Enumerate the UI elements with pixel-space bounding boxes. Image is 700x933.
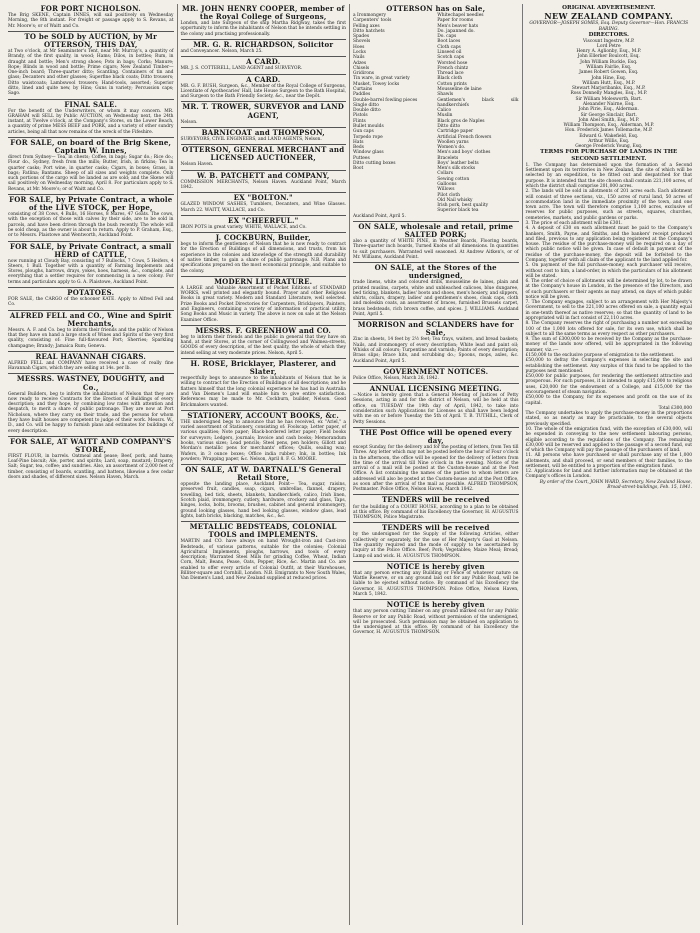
advertisement-heading: BARNICOAT and THOMPSON, <box>201 127 325 137</box>
terms-heading: TERMS FOR PURCHASE OF LANDS IN THE SECOND SETTLEMENT. <box>540 149 678 163</box>
terms-continued: The Company undertakes to apply the purchase-money in the proportions stated, so as nearly as may be practicable, to the several objects previously specified. 10. The whole of the emigration fund, with the exception of £30,000, will be expended in conveying to the new settlement labouring persons, eligible according to the regulations of the Company. The remaining £30,000 will be reserved and applied to the passage of a second fund, out of which the Company will pay the passage of the purchasers of land. 11. All persons who have purchased or shall purchase any of the 1,000 allotments, and shall proceed, or send members of their families, to the settlement, will be entitled to a proportion of the emigration fund. 12. Applications for land and further information may be obtained at the Company's offices in London. <box>525 411 692 480</box>
advertisement-body: COMMISSION MERCHANTS, Nelson Haven. Auckland Point, March 1842. <box>180 179 346 190</box>
advertisement-heading: MR. JOHN HENRY COOPER, member of the Royal College of Surgeons, <box>181 4 345 22</box>
advertisement-body: A LARGE and Valuable Assortment of Pocket Editions of STANDARD WORKS, well printed and elegantly bound. Prayer and other Religious Books in great variety. Modern and Standard Literature, well selected. Prize Books and Pocket Directories for Carpenters, Bricklayers, Painters, and Engineers, containing a variety of information of practical utility. Song Books and Music in variety. The above is now on sale at the Nelson Examiner Office. <box>180 285 346 323</box>
advertisement-heading: MR. T. TROWER, SURVEYOR and LAND AGENT, <box>182 102 345 120</box>
advertisement-body: SURVEYORS, CIVIL ENGINEERS, and LAND AGENTS, Nelson. <box>180 136 322 142</box>
advertisement-heading: ALFRED FELL and CO., Wine and Spirit Merchants, <box>9 310 172 328</box>
advertisement <box>181 145 347 170</box>
advertisement-body: respectfully begs to announce to the inhabitants of Nelson that he is willing to contract for the Erection of Buildings of all descriptions; and he flatters himself that the long colonial experience he has had in Australia and Van Diemen's Land will enable him to give entire satisfaction. References may be made to Mr. Cockburn, builder, Nelson. Good Brickmakers wanted. <box>180 376 346 408</box>
advertisement <box>8 437 174 483</box>
advertisement-body: IRON POTS in great variety. WHITE, WALLACE, and Co. <box>180 224 307 230</box>
advertisement-body: For the benefit of the Underwriters, or whom it may concern. MR. GRAHAM will SELL by Public AUCTION, on Wednesday next, the 24th instant, at Twelve o'clock, at the Company's Stores, on the Lower Beach, a quantity of prime MESS BEEF and PORK, and a variety of other sundry articles, being all that now remains of the wreck of the Fifeshire. <box>8 108 174 135</box>
appropriation-list: £150,000 to the exclusive purpose of emigration to the settlement. £50,000 to defray the Company's expenses in selecting the site and establishing the settlement. Any surplus of this fund to be applied to the purposes next mentioned. £50,000 for public purposes, for rendering the settlement attractive and prosperous. For such purposes, it is intended to apply £15,000 to religious uses, £20,000 for the endowment of a College, and £15,000 for the encouragement of steam navigation. £50,000 to the Company, for its expenses and profit on the use of its capital. <box>525 353 692 406</box>
terms-text: 1. The Company has determined upon the formation of a Second Settlement upon its territories in New Zealand, the site of which will be selected by an expedition, to be fitted out and despatched for that purpose. It is intended that the site chosen shall contain 221,100 acres, of which the district shall comprise 201,000 acres. 2. The lands will be sold in allotments of 201 acres each. Each allotment will consist of three sections, viz., 150 acres of rural land, 50 acres of accommodation land in the immediate proximity of the town, and one town acre. The town will therefore comprise 1,100 acres, exclusive of reserves for public purposes, such as streets, squares, churches, cemeteries, markets, and public gardens or parks. 3. The price of each allotment will be £301. 4. A deposit of £30 on each allotment must be paid to the Company's bankers, Smith, Payne, and Smiths, and the bankers' receipt produced and filed, previous to any application being registered at the Company's house. The residue of the purchase-money will be required on a day of which public notice will be given. In case of default in payment of the residue of the purchase-money, the deposit will be forfeited to the Company, together with all claim of the applicant to the land applied for. 5. On payment of the full purchase-money, each purchaser will receive, without cost to him, a land-order, in which the particulars of his allotment will be stated. 6. The order of choice of allotments will be determined by lot, to be drawn at the Company's house in London, in the presence of the Directors, and of such purchasers or their agents as may attend, on days of which public notice will be given. 7. The Company engages, subject to an arrangement with Her Majesty's Government, to sell to the 221,100 acres offered on sale, a quantity equal in one-tenth thereof as native reserves; so that the quantity of land to be appropriated will in fact consist of 22,110 acres. 8. The Company reserves the right of purchasing a number not exceeding 100 of the 1,000 lots offered for sale, for its own use, which shall be subject to all the same terms as every respect as other purchasers. 9. The sum of £300,000 to be received by the Company as the purchase-money of the lands now offered, will be appropriated in the following manner, viz.:— <box>525 162 692 353</box>
advertisement-body: except Sunday, for the delivery and for the posting of letters, from Ten till Three. Any letter which may not be posted before the hour of Four o'clock in the afternoon, the office will be opened for the delivery of letters from the time of the arrival till Nine o'clock in the evening. Notice of the arrival of a mail will be posted at the Custom-house and at the Post Office. A list containing the names of the parties to whom letters are addressed will also be posted at the Custom-house and at the Post Office, as soon after the arrival of the mail as possible. ALFRED THOMPSON, Postmaster. Police Office, Nelson Haven, March 1842. <box>353 444 519 493</box>
advertisement-heading: ANNUAL LICENSING MEETING. <box>369 384 502 394</box>
column-4 <box>523 4 696 925</box>
advertisement-heading: MODERN LITERATURE. <box>214 276 313 286</box>
advertisement <box>181 40 347 57</box>
advertisement-body: Police Office, Nelson, March 26, 1842. <box>353 375 439 381</box>
advertisement-heading: REAL HAVANNAH CIGARS. <box>35 351 147 361</box>
advertisement <box>181 411 347 465</box>
advertisement <box>181 216 347 233</box>
directors-list: Viscount Ingestre, M.P. Lord Petre Henry A. Aglionby, Esq., M.P. John Ellerker Boulcott, Esq. John William Buckle, Esq. William Fairlie, Esq. James Robert Gowen, Esq. John Hine, Esq. William Hutt, Esq., M.P. Stewart Marjoribanks, Esq., M.P. Ross Donnelly Mangles, Esq., M.P. Sir William Molesworth, Bart. Alexander Nairne, Esq. John Pirie, Esq., Alderman. Sir George Sinclair, Bart. John Abel Smith, Esq., M.P. William Thompson, Esq., Alderman, M.P. Hon. Frederick James Tollemache, M.P. Edward G. Wakefield, Esq. Arthur Willis, Esq. George Frederick Young, Esq. <box>563 38 654 150</box>
advertisement <box>353 367 519 384</box>
advertisement-heading: FINAL SALE. <box>64 99 118 109</box>
advertisement-heading: FOR SALE, on board of the Brig Skene, Captain W. Innes, <box>10 137 172 156</box>
signature-line: By order of the Court, JOHN WARD, Secretary. New Zealand House, Broad-street-buildings, Feb. 15, 1841. <box>539 479 692 491</box>
advertisement-heading: H. ROSE, Bricklayer, Plasterer, and Slater, <box>190 359 337 377</box>
advertisement <box>8 4 174 32</box>
advertisement-body: The Brig SKENE, Captain INNES, will sail positively on Wednesday Morning, the 8th instant. For freight or passage apply to S. Revans, at Mr. Moore's; or of Waitt and Co. <box>8 13 174 29</box>
advertisement-body: Auckland Point, April 5. <box>353 213 406 219</box>
advertisement-heading: A CARD. <box>246 57 281 67</box>
advertisement-body: MR. G. F. BUSH, Surgeon, &c., Member of the Royal College of Surgeons, Licentiate of Apothecaries' Hall, late House Surgeon to the Bath Hospital, and Surgeon to the Bath Friendly Society, &c., near the Depôt. <box>180 83 346 100</box>
advertisement <box>8 32 174 100</box>
nz-company-governors: GOVERNOR—JOSEPH SOMES, Esq. Deputy Governor—Hon. FRANCIS BARING. <box>529 21 689 32</box>
advertisement <box>181 233 347 277</box>
advertisement-body: THE undersigned begs to announce that he has received, ex "Ariel," a varied assortment of Stationery, consisting of: Foolscap; Letter paper, of various qualities; Note paper; Black-bordered letter paper; Field books for surveyors; Ledgers, journals; Invoice and cash books; Memorandum books, various sizes; Lead pencils; Steel pens, pen holders; Gillott and Mordan's metallic pens for merchants' offices; Quills, sealing wax; Wafers, in 3 ounce boxes; Office india rubber; Ink, in bottles; Ink powders; Wrapping paper, &c. Nelson, April 8. F. G. MOORE. <box>180 419 346 462</box>
advertisement-body: London, and late Surgeon of the ship Martha Ridgway, takes the first opportunity to inform the inhabitants of Nelson that he intends settling in the colony and practising professionally. <box>180 21 346 37</box>
advertisement-heading: OTTERSON, GENERAL MERCHANT and LICENSED AUCTIONEER, <box>182 145 345 163</box>
advertisement-heading: EX "BOLTON." <box>233 193 293 203</box>
column-2 <box>178 4 351 925</box>
advertisement-heading: A CARD. <box>246 74 281 84</box>
advertisement-body: Nelson Haven. <box>180 162 214 168</box>
advertisement-heading: TENDERS will be received <box>381 523 490 533</box>
advertisement-heading: MESSRS. F. GREENHOW and CO. <box>195 325 332 335</box>
advertisement-heading: ON SALE, AT W. DARTNALL'S General Retail Store, <box>185 465 342 483</box>
advertisement-body: Zinc in sheets, 14 feet by 2½ feet; Tea trays, waiters, and bread baskets; Nails, and ironmongery of every description; White lead and paint oil; Whisks of all colours; Turpentine and varnish; Paints of every description; Brass slips; Brace hits, and scrubbing do.; Spoons, mops, axles, &c. Auckland Point, April 5. <box>353 337 519 364</box>
advertisement <box>181 277 347 326</box>
advertisement-body: General Builders, beg to inform the inhabitants of Nelson that they are now ready to receive Contracts for the Erection of Buildings of every description; and they hope, by combining low rates with attention and despatch, to merit a share of public patronage. They are now at Port Nicholson, where they carry on their trade, and the persons for whom they have built houses are competent to judge of their work. Messrs. W., D., and Co. will be happy to furnish plans and estimates for buildings of every description. <box>8 391 174 434</box>
advertisement <box>181 326 347 359</box>
advertisement-heading: MR. G. R. RICHARDSON, Solicitor <box>193 39 334 49</box>
advertisement <box>8 195 174 242</box>
advertisement-heading: MESSRS. WASTNEY, DOUGHTY, and Co., <box>16 374 165 392</box>
advertisement-heading: ON SALE, wholesale and retail, prime SALTED PORK; <box>358 222 514 240</box>
advertisement-body: also a quantity of WHITE PINE, in Weather Boards, Flooring boards, Three-quarter inch boards, Turned Knobs of all dimensions. In quantities to suit purchasers. Warranted well seasoned. At Andrew Aitken's, or of Mr. Williams, Auckland Point. <box>353 239 519 260</box>
advertisement <box>181 102 347 127</box>
advertisement-heading: THE Post Office will be opened every day, <box>359 427 512 445</box>
advertisement-heading: FOR SALE, AT WAITT AND COMPANY'S STORE, <box>10 436 172 454</box>
advertisement-body: direct from Sydney— Tea, in chests; Coffee, in bags; Sugar do.; Rice do.; Flour do., Sydney, fresh from the mills; Butter, Irish, in firkins; Tea in quarter casks; Port wine, in quarter casks; Cigars, in boxes; Grass, in bags; Fatlina; Bantams. Sheep of all sizes and weights complete. Only such portions of the cargo will be landed as are sold; and the Skene will sail positively on Wednesday morning, April 8. For particulars apply to S. Revans, at Mr. Moore's; or of Waitt and Co. <box>8 155 174 192</box>
advertisement <box>8 311 174 352</box>
item-list-column: Whitechapel needles Paper for rooms Men's beaver hats Do. japanned do. Do. caps Boot laces Cloth caps Linseed oil Scotch caps Worsted hose French chintz Thread lace Black cloth Cotton prints Mousseline de laine Shawls Gentlemen's black silk handkerchiefs Calico Muslin Black gros de Naples Ditto ditto Cartridge paper Artificial French flowers Woollen yarns Women's do. Men's and boys' clothes Bracelets Boys' leather belts Men's silk stocks Collars Sewing cotton Galloons Willows Pilot cloth Old Nail whisky Irish pork, best quality Superior black tea <box>437 13 519 214</box>
advertisement <box>353 222 519 263</box>
newspaper-page <box>5 4 695 925</box>
advertisement <box>181 193 347 216</box>
advertisement <box>181 522 347 583</box>
item-list-column: a Ironmongery Carpenters' tools Felling axes Ditto hatchets Spades Shovels Hoes Locks Nails Adzes Chisels Gridirons Tin ware, in great variety Musket, Towey locks Curtains Paddles Double-barrel fowling pieces Single ditto Double ditto Pistols Flints Bullet moulds Gun caps Torpedo rope Hats Beds Window glass Puttees Ditto cutting boxes Boot <box>353 13 418 172</box>
advertisement-body: begs to inform the gentlemen of Nelson that he is now ready to contract for the Erection of Buildings of all dimensions, and trusts, from his experience in the colonies and knowledge of the strength and durability of native timber, to gain a share of public patronage. N.B. Plans and specifications prepared on the most economical principle, and suitable to the colony. <box>180 242 346 274</box>
advertisement <box>353 384 519 428</box>
nz-company-title: NEW ZEALAND COMPANY. <box>544 10 674 21</box>
advertisement-heading: EX "CHEERFUL." <box>228 215 299 225</box>
advertisement <box>8 242 174 289</box>
nz-company-advertisement <box>526 4 693 492</box>
advertisement-body: Messrs. A. F. and Co. beg to inform their friends and the public of Nelson that they have on hand a large stock of Wines and Spirits of the very first quality, consisting of: Fine full-flavoured Port; Sherries; Sparkling champagne; Brandy; Jamaica Rum; Geneva. <box>8 327 174 349</box>
total-amount: Total £300,000 <box>658 405 692 411</box>
advertisement-heading: J. COCKBURN, Builder, <box>215 233 311 243</box>
advertisement <box>181 171 347 194</box>
advertisement-body: FOR SALE, the CARGO of the schooner KATE. Apply to Alfred Fell and Co. <box>8 297 174 308</box>
advertisement <box>181 465 347 522</box>
advertisement-heading: FOR PORT NICHOLSON. <box>40 4 141 13</box>
advertisement-heading: TO be SOLD by AUCTION, by Mr OTTERSON, THIS DAY, <box>24 31 157 49</box>
column-3 <box>350 4 523 925</box>
advertisement <box>181 359 347 411</box>
advertisement <box>8 138 174 195</box>
advertisement-body: that any person cutting Timber on any ground marked out for any Public Reserve or for any Public Road, without permission of the undersigned, will be prosecuted. Such permission may be obtained on application to the undersigned at this office. By command of his Excellency the Governor, H. AUGUSTUS THOMPSON. <box>353 609 519 636</box>
advertisement <box>353 4 519 222</box>
advertisement-heading: TENDERS will be received <box>381 495 490 505</box>
advertisement <box>181 4 347 40</box>
advertisement <box>353 320 519 367</box>
advertisement-heading: NOTICE is hereby given <box>386 561 485 571</box>
advertisement <box>8 352 174 375</box>
column-1 <box>5 4 178 925</box>
directors-heading: DIRECTORS. <box>588 31 629 38</box>
advertisement-body: trade linens, white and coloured drills, mousseline de laines, plain and printed muslins, carpets, white and unbleached calicoes, blue dungaree, bed ticking, blankets, ladies' boots and shoes, men's hosiery, and slippers, shirts, collars, drapery, ladies' and gentlemen's shoes, cloak caps, cloth and moleskin coats, an assortment of braces, furnished Brussels carpet, brass bedsteads, rich brown coffee, and spices. J. WILLIAMS. Auckland Point, April 5. <box>353 280 519 318</box>
advertisement-body: FIRST FLOUR, in barrels. Oatmeal and pease; Beef, pork, and hams; Loaf-Pine biscuit; Ale, porter, and spirits; Lard, soap, mustard; Drapery; Salt; Sugar, tea, coffee; and sundries. Also, an assortment of 2,000 feet of timber, consisting of boards, scantling, and battens, likewise a few cedar doors and shades, of different sizes. Nelson Haven, March. <box>8 453 174 481</box>
advertisement <box>353 495 519 523</box>
advertisement <box>353 600 519 637</box>
advertisement <box>181 128 347 145</box>
advertisement-body: ALFRED FELL and COMPANY have received a case of really fine Havannah Cigars, which they are selling at 14s. per lb. <box>8 360 174 372</box>
advertisement-heading: STATIONERY, ACCOUNT BOOKS, &c. <box>187 410 340 420</box>
advertisement-heading: FOR SALE, by Private Contract, a whole of the LIVE STOCK, per Hope, <box>9 195 173 213</box>
advertisement-body: now running at Cloudy Bay, consisting of 7 Bullocks, 7 Cows, 5 Heifers, 4 Steers, 1 Bull. Together with a quantity of Farming Implements and Stores, ploughs, harrows, drays, yokes, hoes, harness, &c., complete, and everything that a settler requires for commencing in a new colony. For terms and particulars apply to G. A. Plaistowe, Auckland Point. <box>8 258 174 285</box>
advertisement-heading: GOVERNMENT NOTICES. <box>383 366 489 376</box>
advertisement-body: MR. J. S. COTTERELL, LAND AGENT and SURVEYOR. <box>180 66 303 72</box>
original-advertisement-label: ORIGINAL ADVERTISEMENT. <box>562 5 656 11</box>
advertisement-body: by the undersigned for the Supply of the following Articles, either collectively or separately, for the use of Her Majesty's Gaol at Nelson. The quantity required and the mode of supply to be ascertained by inquiry at the Police Office. Beef; Pork; Vegetables; Maize Meal; Bread; Lamp oil and wick. H. AUGUSTUS THOMPSON. <box>353 532 519 559</box>
advertisement-body: —Notice is hereby given that a General Meeting of Justices of Petty Sessions, acting in and for the district of Nelson, will be held at this office, on TUESDAY the 19th day of April, 1842, to take into consideration such Applications for Licenses as shall have been lodged with me on or before Tuesday the 5th of April. T. B. TUTHILL, Clerk of Petty Sessions. <box>353 393 519 425</box>
advertisement <box>353 523 519 561</box>
advertisement-heading: MORRISON and SCLANDERS have for Sale, <box>357 320 514 338</box>
advertisement <box>353 263 519 320</box>
advertisement-body: that any person erecting any Building or Fence of whatever nature on Wattle Reserve, or on any ground laid out for any Public Road, will be liable to be ejected without notice. By command of his Excellency the Governor, H. AUGUSTUS THOMPSON. Police Office, Nelson Haven, March 5, 1842. <box>353 570 519 597</box>
advertisement-heading: OTTERSON has on Sale, <box>386 4 486 13</box>
advertisement <box>353 428 519 496</box>
advertisement <box>8 100 174 138</box>
item-list <box>353 13 519 214</box>
advertisement-heading: W. B. PATCHETT and COMPANY, <box>197 170 330 180</box>
advertisement <box>8 374 174 436</box>
advertisement <box>181 75 347 103</box>
advertisement-body: GLAZED WINDOW SASHES, Tumblers, Decanters, and Wine Glasses. March 22. WAITT, WALLACE, and Co. <box>180 202 346 213</box>
advertisement-body: opposite the landing place, Auckland Point— Tea, sugar, raisins, preserved fruit, candles, soap, cigars, umbrellas, flannel, drapery, towelling, bed tick, sheets, blankets, handkerchiefs, calico, Irish linen, Scotch plaid, ironmongery, cutlery, hardware, crockery and glass, Taps, hinges, locks, bolts, brooms, brushes, cabinet and general ironmongery, ground looking glasses, hand bed looking glasses, window glass, lead lights, bath bricks, blacking, matches, &c., &c. <box>180 482 346 519</box>
advertisement-body: beg to inform their friends and the public in general that they have on hand, at their Stores, at the corner of Collingwood and Waimea-streets, GOODS of every description, of the best quality, the whole of which they intend selling at very moderate prices. Nelson, April 5. <box>180 334 346 356</box>
advertisement-body: at Two o'clock, at Mr Seaminster's Tent, near Mr. Murray's, a quantity of Brandy, of the first quality, in wood; Hams; Dilos, in bottles; Rum, in draught and bottle; Men's strong shoes; Pots in bags; Corks; Manure; Rope; Blinds in wood and bottle; Prime cigars; New Zealand Timber—One-inch board; Three-quarter ditto; Scantling. Containers of tin and glass; Decanters and other glasses; Superfine black coats; Ditto trousers; Ditto waistcoats; Lambswool trousers; Hand-tools, assorted; Superior ditto, lined and quite new, by Hins; Guns in variety; Percussion caps; Sago. <box>8 48 174 97</box>
advertisement <box>8 288 174 311</box>
advertisement-heading: ON SALE, at the Stores of the undersigned, <box>374 263 497 281</box>
advertisement-body: MARTIN and CO. have always on hand Wrought-iron and Cast-iron Bedsteads, of various patterns, suitable for the colonies; Colonial Agricultural Implements, ploughs, harrows, and tools of every description; Warranted Steel Mills for grinding Coffee, Wheat, Indian Corn, Malt, Beans, Pease, Oats, Pepper, Rice, &c. Martin and Co. are enabled to offer every article of Colonial Outfit, at their Warehouses, Billiter-square and Cornhill, London. N.B. Emigrants to New South Wales, Van Diemen's Land, and New Zealand supplied at reduced prices. <box>180 539 346 582</box>
advertisement-heading: POTATOES. <box>67 288 115 298</box>
advertisement-body: for the building of a COURT HOUSE, according to a plan to be obtained at this office. By command of his Excellency the Governor, H. AUGUSTUS THOMPSON, Police Magistrate. <box>353 504 519 521</box>
advertisement-body: consisting of 38 Cows, 4 Bulls, 16 Horses, 8 Mares, 47 Goats. The cows, with the exception of those with calves by their side, are to be sold in parcels, and have been driven through the bush recently. The whole will be sold cheap, as the owner is about to return. Apply to P. Graham, Esq., or to Messrs. Plaistowe and Wentworth, Auckland Point. <box>8 212 174 239</box>
advertisement-heading: FOR SALE, by Private Contract, a small HERD of CATTLE, <box>9 241 172 259</box>
advertisement <box>181 57 347 74</box>
advertisement-body: and Conveyancer. Nelson, March 25. <box>180 48 263 54</box>
advertisement-heading: METALLIC BEDSTEADS, COLONIAL TOOLS and IMPLEMENTS. <box>189 522 337 540</box>
advertisement-heading: NOTICE is hereby given <box>386 600 485 610</box>
advertisement-body: Nelson. <box>180 119 198 125</box>
advertisement <box>353 562 519 600</box>
